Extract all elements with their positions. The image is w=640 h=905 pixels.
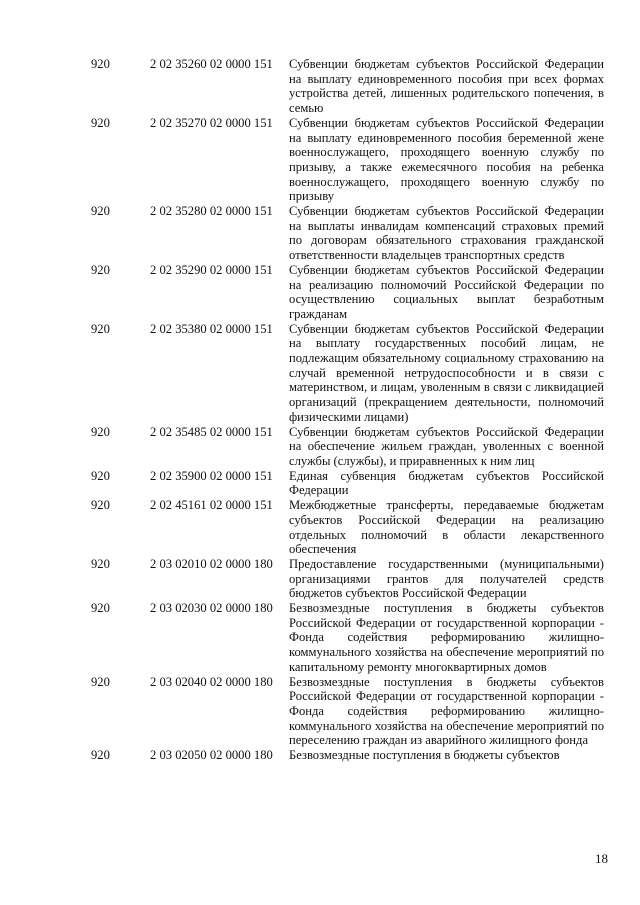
administrator-code: 920 bbox=[91, 556, 110, 571]
table-row bbox=[0, 675, 640, 749]
budget-classification-code: 2 02 35485 02 0000 151 bbox=[150, 424, 273, 439]
revenue-description: Межбюджетные трансферты, передаваемые бюджетам субъектов Российской Федерации на реализацию отдельных полномочий в области лекарственного обеспечения bbox=[289, 498, 604, 557]
revenue-description: Предоставление государственными (муниципальными) организациями грантов для получателей средств бюджетов субъектов Российской Федерации bbox=[289, 556, 604, 601]
administrator-code: 920 bbox=[91, 204, 110, 219]
administrator-code: 920 bbox=[91, 321, 110, 336]
table-row bbox=[0, 557, 640, 601]
revenue-description: Безвозмездные поступления в бюджеты субъектов bbox=[289, 748, 560, 763]
budget-classification-code: 2 02 35290 02 0000 151 bbox=[150, 262, 273, 277]
table-row bbox=[0, 57, 640, 116]
revenue-description: Субвенции бюджетам субъектов Российской Федерации на обеспечение жильем граждан, уволенных с военной службы (службы), и приравненных к ним лиц bbox=[289, 424, 604, 468]
administrator-code: 920 bbox=[91, 748, 110, 763]
table-row bbox=[0, 498, 640, 557]
revenue-description: Единая субвенция бюджетам субъектов Российской Федерации bbox=[289, 468, 604, 498]
administrator-code: 920 bbox=[91, 674, 110, 689]
revenue-description: Субвенции бюджетам субъектов Российской Федерации на выплаты инвалидам компенсаций страховых премий по договорам обязательного страхования гражданской ответственности владельцев транспортных средств bbox=[289, 204, 604, 263]
budget-classification-code: 2 02 35380 02 0000 151 bbox=[150, 321, 273, 336]
budget-classification-code: 2 03 02050 02 0000 180 bbox=[150, 748, 273, 763]
budget-classification-code: 2 02 35270 02 0000 151 bbox=[150, 115, 273, 130]
administrator-code: 920 bbox=[91, 424, 110, 439]
table-row bbox=[0, 748, 640, 763]
budget-classification-code: 2 03 02010 02 0000 180 bbox=[150, 556, 273, 571]
budget-classification-code: 2 02 35280 02 0000 151 bbox=[150, 204, 273, 219]
budget-classification-code: 2 02 35260 02 0000 151 bbox=[150, 57, 273, 71]
revenue-description: Субвенции бюджетам субъектов Российской Федерации на выплату единовременного пособия беременной жене военнослужащего, проходящего военную службу по призыву, а также ежемесячного пособия на ребенка военнослужащего, проходящего военную службу по призыву bbox=[289, 115, 604, 204]
revenue-description: Безвозмездные поступления в бюджеты субъектов Российской Федерации от государственной корпорации - Фонда содействия реформированию жилищно-коммунального хозяйства на обеспечение мероприятий по капитальному ремонту многоквартирных домов bbox=[289, 601, 604, 674]
table-row bbox=[0, 204, 640, 263]
table-row bbox=[0, 116, 640, 204]
table-row bbox=[0, 601, 640, 675]
table-row bbox=[0, 425, 640, 469]
table-row bbox=[0, 322, 640, 425]
administrator-code: 920 bbox=[91, 262, 110, 277]
administrator-code: 920 bbox=[91, 498, 110, 513]
revenue-description: Безвозмездные поступления в бюджеты субъектов Российской Федерации от государственной корпорации - Фонда содействия реформированию жилищно-коммунального хозяйства на обеспечение мероприятий по переселению граждан из аварийного жилищного фонда bbox=[289, 674, 604, 748]
page-number: 18 bbox=[595, 851, 608, 866]
budget-classification-code: 2 02 45161 02 0000 151 bbox=[150, 498, 273, 513]
administrator-code: 920 bbox=[91, 468, 110, 483]
table-row bbox=[0, 263, 640, 322]
table-row bbox=[0, 469, 640, 498]
budget-classification-code: 2 03 02040 02 0000 180 bbox=[150, 674, 273, 689]
administrator-code: 920 bbox=[91, 57, 110, 71]
revenue-description: Субвенции бюджетам субъектов Российской Федерации на выплату государственных пособий лицам, не подлежащим обязательному социальному страхованию на случай временной нетрудоспособности и в связи с материнством, и лицам, уволенным в связи с ликвидацией организаций (прекращением деятельности, полномочий физическими лицами) bbox=[289, 321, 604, 424]
revenue-description: Субвенции бюджетам субъектов Российской Федерации на выплату единовременного пособия при всех формах устройства детей, лишенных родительского попечения, в семью bbox=[289, 57, 604, 116]
budget-classification-code: 2 02 35900 02 0000 151 bbox=[150, 468, 273, 483]
administrator-code: 920 bbox=[91, 115, 110, 130]
budget-codes-table bbox=[0, 57, 640, 763]
budget-classification-code: 2 03 02030 02 0000 180 bbox=[150, 601, 273, 616]
administrator-code: 920 bbox=[91, 601, 110, 616]
revenue-description: Субвенции бюджетам субъектов Российской Федерации на реализацию полномочий Российской Федерации по осуществлению социальных выплат безработным гражданам bbox=[289, 262, 604, 321]
